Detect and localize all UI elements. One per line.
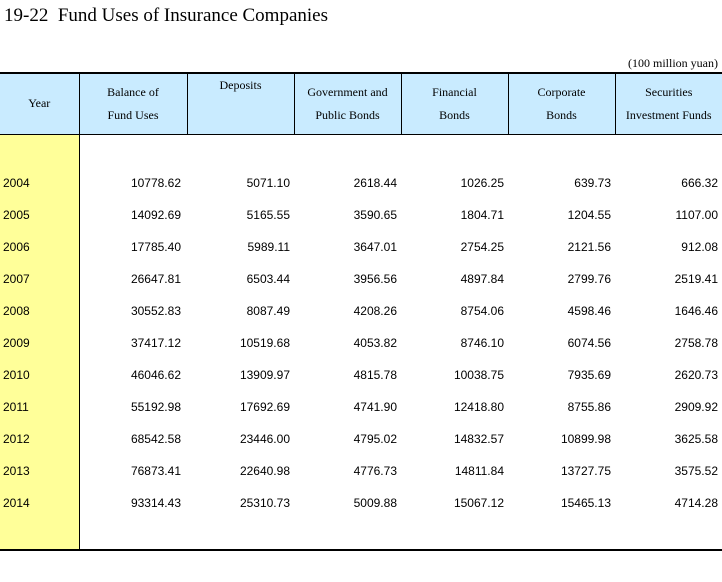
year-cell: 2014 (0, 487, 79, 519)
value-cell: 15465.13 (560, 495, 611, 510)
value-cell: 3590.65 (353, 207, 397, 222)
year-cell: 2004 (0, 167, 79, 199)
table-row (0, 263, 722, 295)
table-row (0, 327, 722, 359)
value-cell: 46046.62 (130, 367, 181, 382)
spacer-row (0, 519, 722, 550)
value-cell: 3956.56 (353, 271, 397, 286)
value-cell: 7935.69 (567, 367, 611, 382)
table-row (0, 231, 722, 263)
value-cell: 13909.97 (239, 367, 290, 382)
header-line1: Government and (307, 84, 388, 99)
table-row (0, 359, 722, 391)
value-cell: 25310.73 (239, 495, 290, 510)
table-row (0, 487, 722, 519)
value-cell: 14092.69 (130, 207, 181, 222)
value-cell: 666.32 (681, 175, 718, 190)
header-line2: Investment Funds (625, 107, 712, 122)
value-cell: 4053.82 (353, 335, 397, 350)
value-cell: 17785.40 (130, 239, 181, 254)
header-corporate-bonds (508, 73, 615, 134)
value-cell: 14811.84 (454, 463, 504, 478)
year-cell (0, 134, 79, 167)
table-header (0, 73, 722, 134)
table-row (0, 455, 722, 487)
value-cell: 17692.69 (239, 399, 290, 414)
value-cell: 5071.10 (246, 175, 290, 190)
value-cell: 4795.02 (353, 431, 397, 446)
year-cell: 2009 (0, 327, 79, 359)
table-body (0, 134, 722, 550)
table-row (0, 167, 722, 199)
header-line2: Bonds (439, 107, 470, 122)
table-title: 19-22 Fund Uses of Insurance Companies (4, 5, 329, 26)
value-cell: 4776.73 (353, 463, 397, 478)
header-securities-funds (615, 73, 722, 134)
unit-note: (100 million yuan) (628, 56, 718, 70)
year-cell: 2005 (0, 199, 79, 231)
value-cell: 2909.92 (674, 399, 718, 414)
value-cell: 2799.76 (567, 271, 611, 286)
value-cell: 5165.55 (246, 207, 290, 222)
value-cell: 26647.81 (130, 271, 181, 286)
value-cell: 639.73 (574, 175, 611, 190)
header-government-bonds (294, 73, 401, 134)
value-cell: 15067.12 (453, 495, 504, 510)
value-cell: 6503.44 (246, 271, 290, 286)
year-cell: 2007 (0, 263, 79, 295)
value-cell: 76873.41 (130, 463, 181, 478)
value-cell: 8087.49 (246, 303, 290, 318)
value-cell: 6074.56 (567, 335, 611, 350)
value-cell: 8755.86 (567, 399, 611, 414)
header-line1: Balance of (107, 84, 159, 99)
header-deposits (187, 73, 294, 134)
value-cell: 4714.28 (674, 495, 718, 510)
table-row (0, 295, 722, 327)
value-cell: 1804.71 (460, 207, 504, 222)
value-cell: 2121.56 (567, 239, 611, 254)
value-cell: 3575.52 (674, 463, 718, 478)
value-cell: 8746.10 (460, 335, 504, 350)
value-cell: 10038.75 (453, 367, 504, 382)
value-cell: 55192.98 (130, 399, 181, 414)
value-cell: 30552.83 (130, 303, 181, 318)
value-cell: 23446.00 (239, 431, 290, 446)
header-line1: Corporate (537, 84, 586, 99)
header-line1: Financial (432, 84, 477, 99)
header-line2: Fund Uses (107, 107, 159, 122)
value-cell: 8754.06 (460, 303, 504, 318)
value-cell: 1204.55 (567, 207, 611, 222)
value-cell: 14832.57 (453, 431, 504, 446)
year-cell: 2012 (0, 423, 79, 455)
header-year (0, 73, 79, 134)
year-cell: 2013 (0, 455, 79, 487)
value-cell: 1646.46 (674, 303, 718, 318)
value-cell: 2519.41 (674, 271, 718, 286)
header-line1: Securities (645, 84, 693, 99)
value-cell: 2758.78 (674, 335, 718, 350)
value-cell: 10778.62 (130, 175, 181, 190)
value-cell: 2620.73 (674, 367, 718, 382)
value-cell: 93314.43 (130, 495, 181, 510)
value-cell: 1026.25 (460, 175, 504, 190)
year-cell: 2008 (0, 295, 79, 327)
value-cell: 10899.98 (560, 431, 611, 446)
value-cell: 3647.01 (353, 239, 397, 254)
value-cell: 13727.75 (560, 463, 611, 478)
value-cell: 5009.88 (353, 495, 397, 510)
year-cell: 2011 (0, 391, 79, 423)
value-cell: 5989.11 (247, 239, 290, 254)
year-cell: 2006 (0, 231, 79, 263)
value-cell: 22640.98 (239, 463, 290, 478)
header-row (0, 73, 722, 134)
value-cell: 4897.84 (460, 271, 504, 286)
value-cell: 3625.58 (674, 431, 718, 446)
table-row (0, 199, 722, 231)
header-year-label: Year (28, 96, 51, 111)
year-cell: 2010 (0, 359, 79, 391)
value-cell: 4598.46 (567, 303, 611, 318)
header-line2: Bonds (546, 107, 577, 122)
table-row (0, 391, 722, 423)
value-cell: 12418.80 (453, 399, 504, 414)
value-cell: 2618.44 (353, 175, 397, 190)
spacer-row (0, 134, 722, 167)
value-cell: 10519.68 (239, 335, 290, 350)
value-cell: 37417.12 (130, 335, 181, 350)
header-balance (79, 73, 187, 134)
header-line1: Deposits (219, 78, 262, 92)
header-financial-bonds (401, 73, 508, 134)
value-cell: 68542.58 (130, 431, 181, 446)
value-cell: 2754.25 (460, 239, 504, 254)
table-row (0, 423, 722, 455)
value-cell: 1107.00 (675, 207, 718, 222)
year-cell (0, 519, 79, 550)
fund-uses-table (0, 72, 722, 551)
value-cell: 912.08 (681, 239, 718, 254)
value-cell: 4741.90 (353, 399, 397, 414)
value-cell: 4815.78 (353, 367, 397, 382)
header-line2: Public Bonds (315, 107, 380, 122)
value-cell: 4208.26 (353, 303, 397, 318)
